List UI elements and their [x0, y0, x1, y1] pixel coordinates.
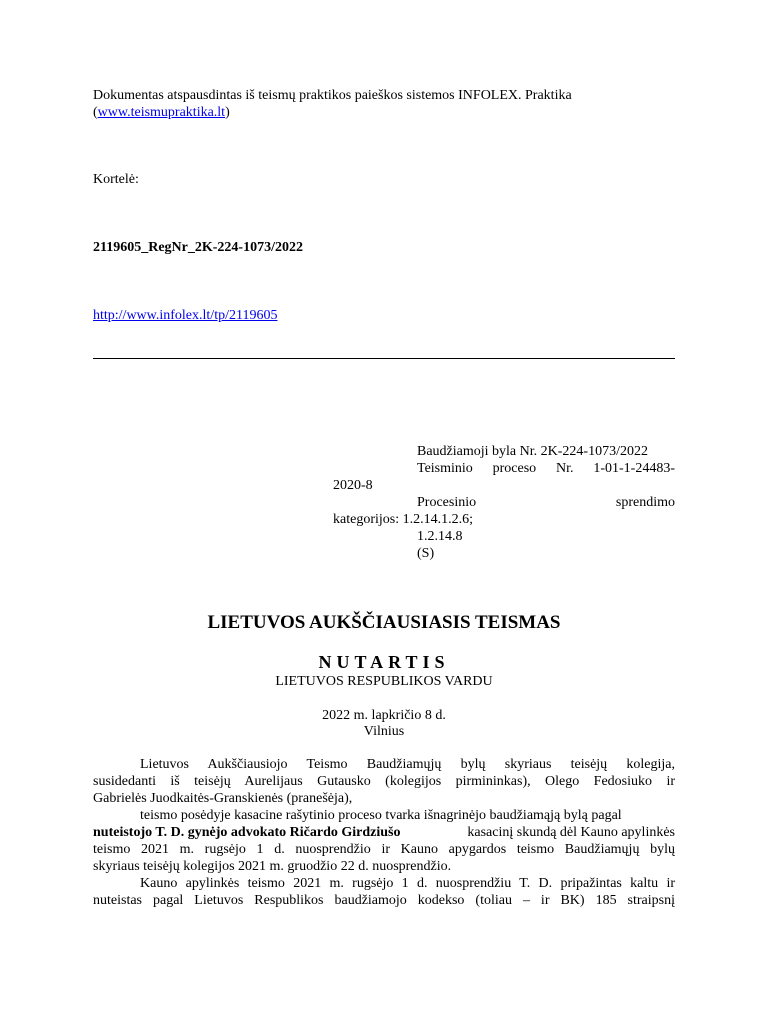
- category-label-a: Procesinio: [417, 495, 477, 510]
- court-name: LIETUVOS AUKŠČIAUSIASIS TEISMAS: [207, 612, 561, 633]
- paragraph-2-line-4: skyriaus teisėjų kolegijos 2021 m. gruodžio 22 d. nuosprendžio.: [93, 859, 452, 874]
- horizontal-divider: [93, 358, 675, 359]
- open-paren: (: [93, 105, 98, 120]
- site-link[interactable]: www.teismupraktika.lt: [97, 105, 226, 120]
- reg-number: 2119605_RegNr_2K-224-1073/2022: [93, 240, 303, 255]
- paragraph-1-line-1: Lietuvos Aukščiausiojo Teismo Baudžiamųjų bylų skyriaus teisėjų kolegija,: [140, 757, 675, 772]
- paragraph-2-line-1: teismo posėdyje kasacine rašytinio proceso tvarka išnagrinėjo baudžiamąją bylą pagal: [140, 808, 622, 823]
- defender-name: nuteistojo T. D. gynėjo advokato Ričardo Girdziušo: [93, 825, 401, 840]
- paragraph-1-line-2: susidedanti iš teisėjų Aurelijaus Gutausko (kolegijos pirmininkas), Olego Fedosiuko ir: [93, 774, 675, 789]
- paragraph-2-line-3: teismo 2021 m. rugsėjo 1 d. nuosprendžio ir Kauno apygardos teismo Baudžiamųjų bylų: [93, 842, 675, 857]
- paragraph-3-line-1: Kauno apylinkės teismo 2021 m. rugsėjo 1 d. nuosprendžiu T. D. pripažintas kaltu ir: [140, 876, 675, 891]
- category-label-b: sprendimo: [615, 495, 675, 510]
- document-subtitle: LIETUVOS RESPUBLIKOS VARDU: [275, 674, 493, 689]
- category-flag: (S): [417, 546, 435, 561]
- paragraph-1-line-3: Gabrielės Juodkaitės-Granskienės (pranešėja),: [93, 791, 353, 806]
- paragraph-2-line-2: [93, 825, 675, 842]
- infolex-url-link[interactable]: http://www.infolex.lt/tp/2119605: [93, 308, 278, 323]
- case-number: Baudžiamoji byla Nr. 2K-224-1073/2022: [417, 444, 648, 459]
- paragraph-2-line-2-rest: kasacinį skundą dėl Kauno apylinkės: [467, 825, 675, 840]
- close-paren: ): [225, 105, 230, 120]
- category-line: kategorijos: 1.2.14.1.2.6;: [333, 512, 473, 527]
- printed-notice: Dokumentas atspausdintas iš teismų praktikos paieškos sistemos INFOLEX. Praktika: [93, 88, 572, 103]
- process-number-line2: 2020-8: [333, 478, 373, 493]
- paragraph-3-line-2: nuteistas pagal Lietuvos Respublikos baudžiamojo kodekso (toliau – ir BK) 185 straipsnį: [93, 893, 675, 908]
- category-extra: 1.2.14.8: [417, 529, 463, 544]
- process-number-line1: Teisminio proceso Nr. 1-01-1-24483-: [417, 461, 675, 476]
- site-link-line: [93, 105, 230, 122]
- card-label: Kortelė:: [93, 172, 139, 187]
- document-type: NUTARTIS: [318, 652, 450, 672]
- document-place: Vilnius: [363, 724, 405, 739]
- infolex-link-line: [93, 308, 277, 325]
- document-date: 2022 m. lapkričio 8 d.: [322, 708, 446, 723]
